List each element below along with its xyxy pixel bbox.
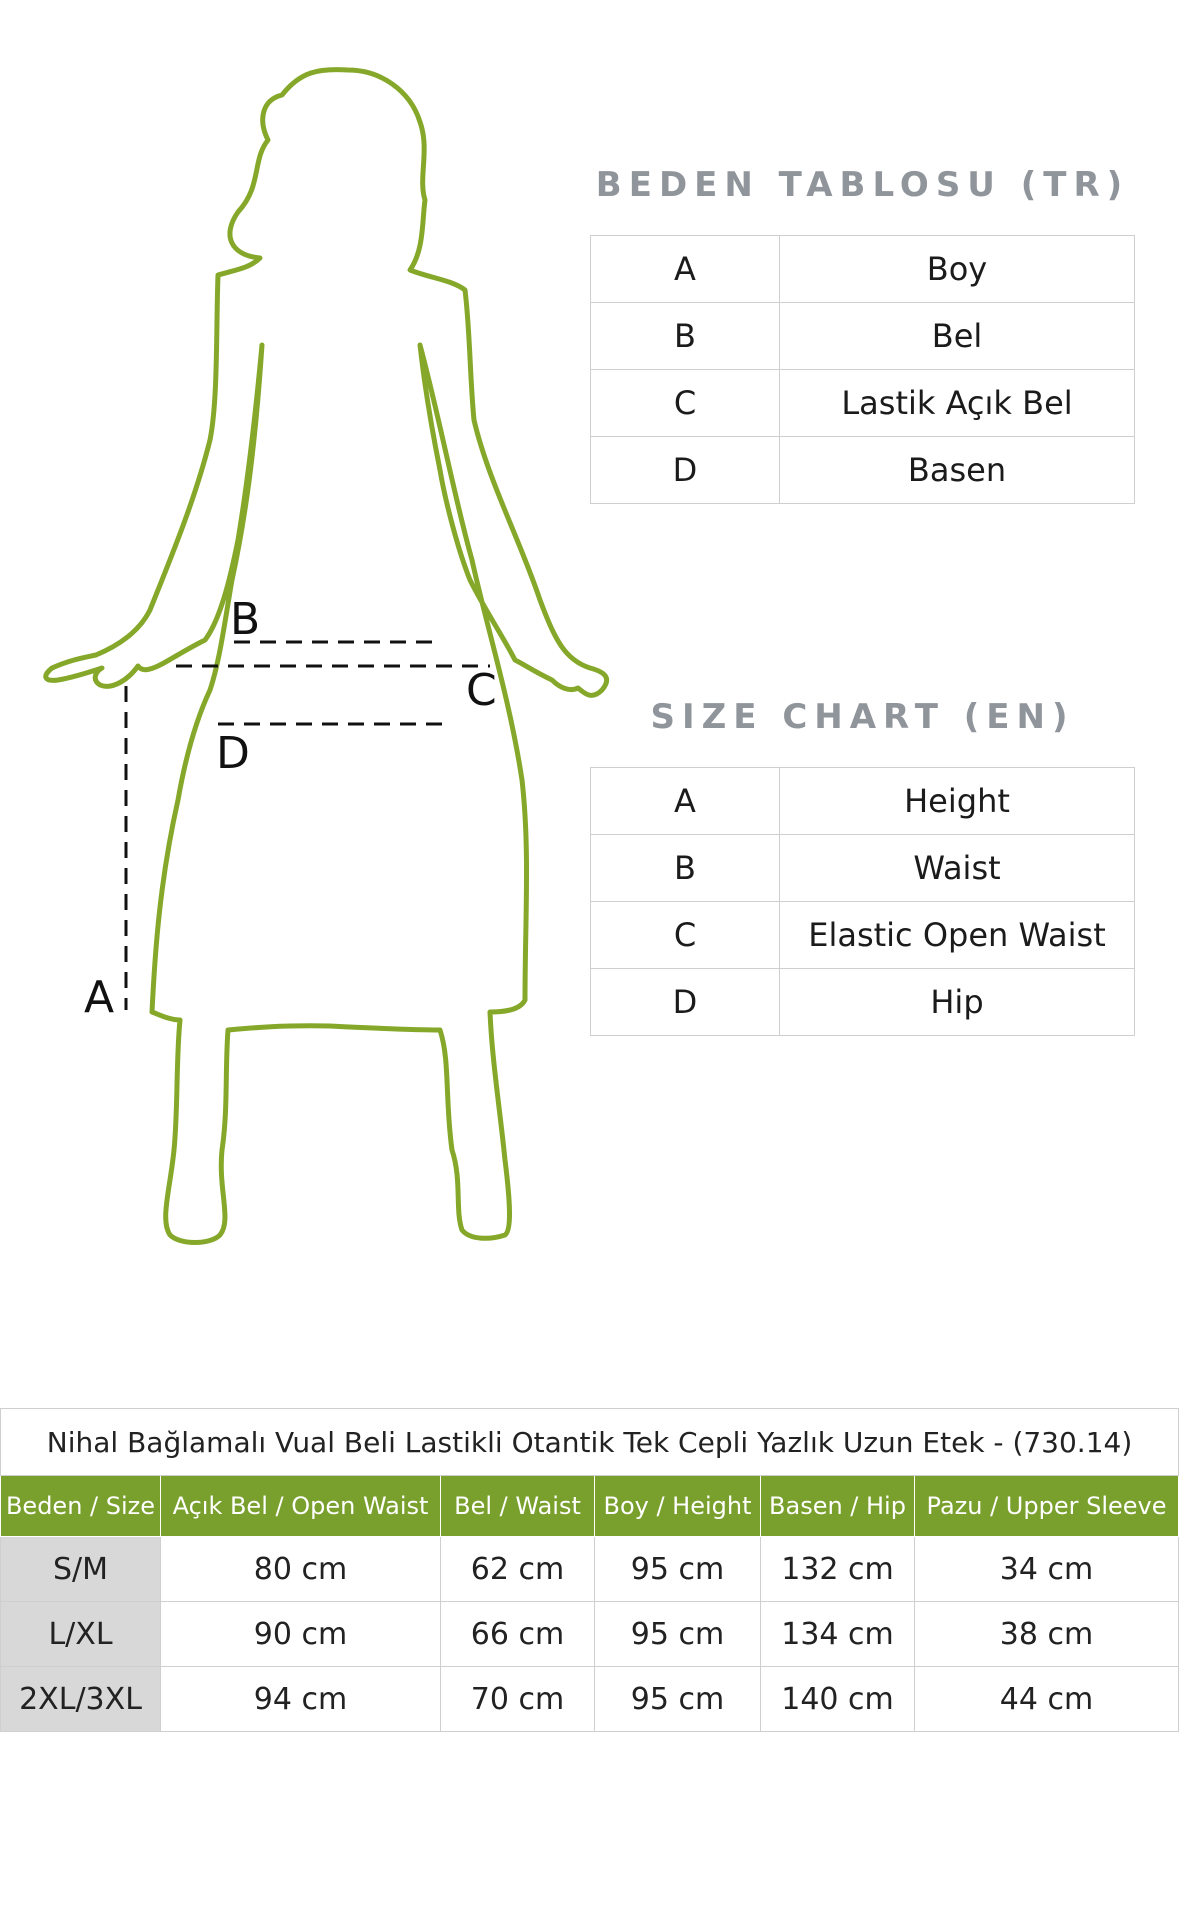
legend-row	[591, 835, 1135, 902]
legend-en-table	[590, 767, 1135, 1036]
table-cell: 134 cm	[761, 1602, 915, 1667]
legend-tr-title: BEDEN TABLOSU (TR)	[595, 165, 1130, 205]
table-cell: 38 cm	[915, 1602, 1179, 1667]
legend-value: Hip	[780, 969, 1135, 1036]
measure-label-a: A	[84, 972, 115, 1023]
table-row	[1, 1667, 1179, 1732]
legend-value: Waist	[780, 835, 1135, 902]
legend-en	[590, 697, 1135, 1036]
size-cell: L/XL	[1, 1602, 161, 1667]
legend-key: A	[591, 768, 780, 835]
table-cell: 95 cm	[595, 1537, 761, 1602]
body-silhouette-diagram	[0, 0, 640, 1300]
legend-key: B	[591, 835, 780, 902]
measure-label-d: D	[216, 728, 250, 779]
table-cell: 94 cm	[161, 1667, 441, 1732]
size-table-header	[1, 1476, 1179, 1537]
legend-row	[591, 236, 1135, 303]
table-cell: 95 cm	[595, 1602, 761, 1667]
table-row	[1, 1537, 1179, 1602]
legend-row	[591, 768, 1135, 835]
table-cell: 90 cm	[161, 1602, 441, 1667]
header-upper-sleeve: Pazu / Upper Sleeve	[915, 1476, 1179, 1537]
legend-row	[591, 303, 1135, 370]
legend-key: B	[591, 303, 780, 370]
legend-value: Boy	[780, 236, 1135, 303]
size-cell: S/M	[1, 1537, 161, 1602]
legend-value: Elastic Open Waist	[780, 902, 1135, 969]
legend-row	[591, 437, 1135, 504]
measure-label-b: B	[230, 594, 261, 645]
size-table-caption-row	[1, 1409, 1179, 1476]
table-cell: 140 cm	[761, 1667, 915, 1732]
legend-en-title: SIZE CHART (EN)	[650, 697, 1075, 737]
legend-key: D	[591, 969, 780, 1036]
legend-key: C	[591, 370, 780, 437]
header-hip: Basen / Hip	[761, 1476, 915, 1537]
table-cell: 34 cm	[915, 1537, 1179, 1602]
product-title: Nihal Bağlamalı Vual Beli Lastikli Otantik Tek Cepli Yazlık Uzun Etek - (730.14)	[1, 1409, 1179, 1476]
legend-value: Basen	[780, 437, 1135, 504]
table-cell: 44 cm	[915, 1667, 1179, 1732]
legend-key: D	[591, 437, 780, 504]
legend-value: Height	[780, 768, 1135, 835]
measure-label-c: C	[466, 665, 497, 716]
legend-row	[591, 902, 1135, 969]
legend-key: C	[591, 902, 780, 969]
legend-value: Lastik Açık Bel	[780, 370, 1135, 437]
legend-row	[591, 969, 1135, 1036]
table-cell: 80 cm	[161, 1537, 441, 1602]
legend-tr	[590, 165, 1135, 504]
header-size: Beden / Size	[1, 1476, 161, 1537]
header-waist: Bel / Waist	[441, 1476, 595, 1537]
silhouette-outline	[46, 70, 607, 1243]
legend-key: A	[591, 236, 780, 303]
table-row	[1, 1602, 1179, 1667]
size-cell: 2XL/3XL	[1, 1667, 161, 1732]
table-cell: 132 cm	[761, 1537, 915, 1602]
product-size-chart	[0, 1408, 1178, 1732]
table-cell: 66 cm	[441, 1602, 595, 1667]
size-table	[0, 1408, 1179, 1732]
legend-row	[591, 370, 1135, 437]
table-cell: 62 cm	[441, 1537, 595, 1602]
table-cell: 70 cm	[441, 1667, 595, 1732]
table-cell: 95 cm	[595, 1667, 761, 1732]
legend-tr-table	[590, 235, 1135, 504]
legend-value: Bel	[780, 303, 1135, 370]
header-height: Boy / Height	[595, 1476, 761, 1537]
header-open-waist: Açık Bel / Open Waist	[161, 1476, 441, 1537]
